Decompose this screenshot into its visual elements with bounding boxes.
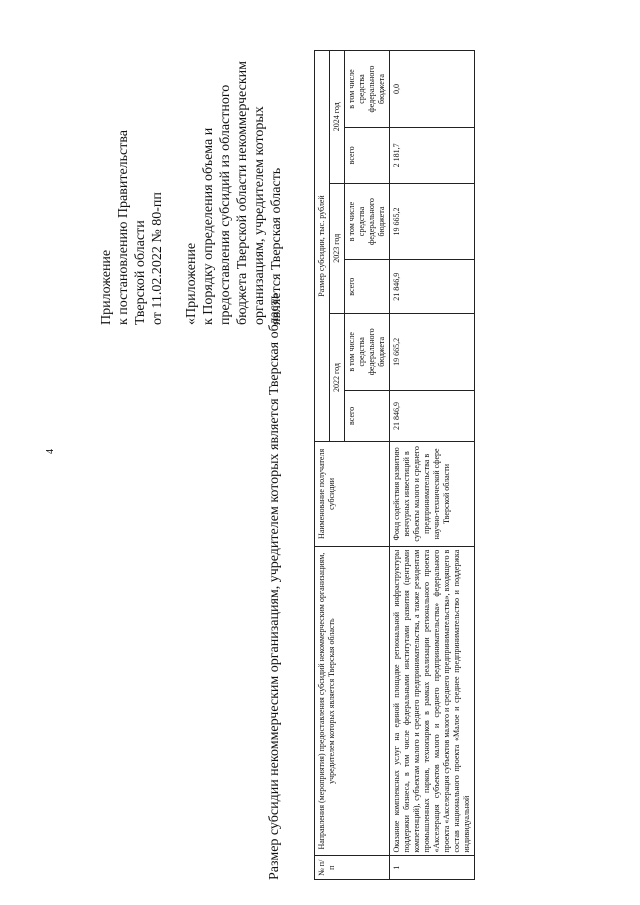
rotated-page-content (0, 25, 640, 880)
year-header: 2022 год (330, 313, 345, 441)
year-header: 2023 год (330, 183, 345, 313)
header-line: организациям, учредителем которых (252, 106, 267, 325)
value-2022-federal: 19 665,2 (390, 313, 475, 390)
col-num-header: № п/п (315, 856, 390, 880)
value-2023-federal: 19 665,2 (390, 183, 475, 260)
value-2023-total: 21 846,9 (390, 260, 475, 313)
header-line: от 11.02.2022 № 80-пп (150, 192, 165, 325)
row-recipient: Фонд содействия развитию венчурных инвестиций в субъекты малого и среднего предпринимательства в научно-технической сфере Тверской области (390, 442, 475, 547)
appendix-header (98, 45, 285, 325)
col-amount-header: Размер субсидии, тыс. рублей (315, 51, 330, 442)
header-line: предоставления субсидий из областного (218, 84, 233, 325)
header-line: к Порядку определения объема и (201, 127, 216, 325)
header-line: является Тверская область (269, 167, 284, 325)
year-header: 2024 год (330, 51, 345, 184)
header-line: «Приложение (184, 242, 199, 325)
col-recipient-header: Наименование получателя субсидии (315, 442, 390, 547)
header-line: Приложение (99, 249, 114, 325)
value-2024-total: 2 181,7 (390, 128, 475, 184)
row-num: 1 (390, 856, 475, 880)
header-line: бюджета Тверской области некоммерческим (235, 61, 250, 325)
col-direction-header: Направления (мероприятия) предоставления субсидий некоммерческим организациям, учредителем которых является Тверская область (315, 546, 390, 856)
table-row (390, 51, 475, 880)
sub-federal-header: в том числе средства федерального бюджета (345, 51, 390, 128)
sub-total-header: всего (345, 390, 390, 441)
row-direction: Оказание комплексных услуг на единой площадке региональной инфраструктуры поддержки бизнеса, в том числе федеральными институтами развития (центрами компетенций), субъектам малого и среднего предпринимательства, а также резидентам промышленных парков, технопарков в рамках реализации регионального проекта «Акселерация субъектов малого и среднего предпринимательства» федерального проекта «Акселерация субъектов малого и среднего предпринимательства», входящего в состав национального проекта «Малое и среднее предпринимательство и поддержка индивидуальной (390, 546, 475, 856)
document-title: Размер субсидии некоммерческим организациям, учредителем которых является Тверская область (267, 292, 282, 880)
sub-federal-header: в том числе средства федерального бюджета (345, 313, 390, 390)
sub-total-header: всего (345, 128, 390, 184)
page-number: 4 (45, 449, 56, 454)
value-2024-federal: 0,0 (390, 51, 475, 128)
sub-total-header: всего (345, 260, 390, 313)
subsidy-table (314, 50, 475, 880)
header-line: к постановлению Правительства (116, 129, 131, 325)
sub-federal-header: в том числе средства федерального бюджета (345, 183, 390, 260)
value-2022-total: 21 846,9 (390, 390, 475, 441)
header-line: Тверской области (133, 220, 148, 325)
